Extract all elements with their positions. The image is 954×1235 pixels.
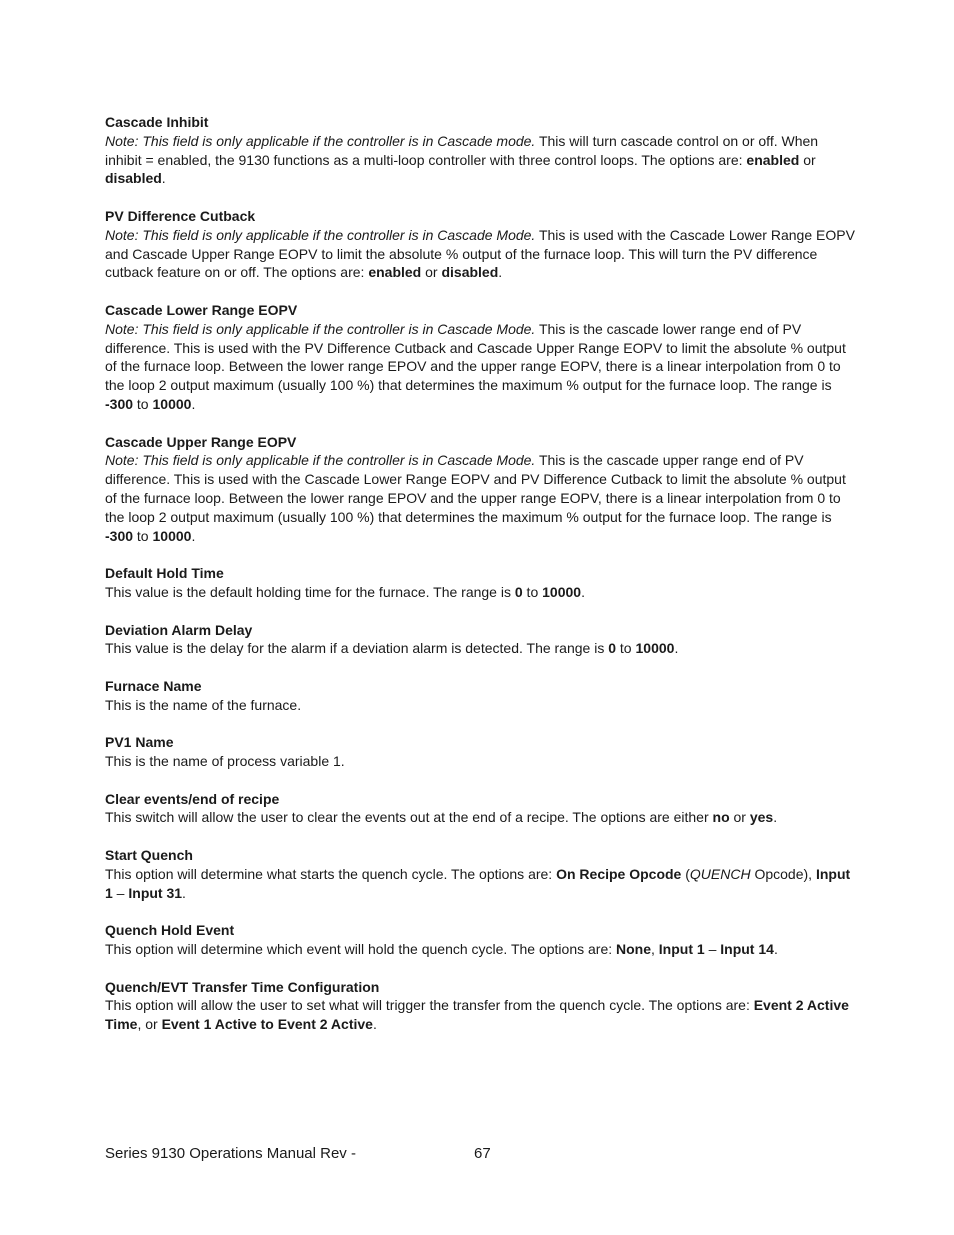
body-text: – [112,884,129,901]
body-text: to [522,583,543,600]
section-text [105,132,855,188]
body-text: This is the cascade upper range end of PV difference. This is used with the Cascade Lower Range EOPV and PV Difference Cutback to limit the absolute % output of the furnace loop. Between the lower range EPOV and the upper range EOPV, there is a linear interpolation from 0 to the loop 2 output maximum (usually 100 %) that determines the maximum % output for the furnace loop. The range is [105,452,846,525]
section-heading: Start Quench [105,847,193,864]
section-quench-hold-event [105,921,855,959]
section-text [105,320,855,414]
body-text: This value is the delay for the alarm if a deviation alarm is detected. The range is [105,640,609,657]
body-text: to [616,640,636,657]
section-furnace-name [105,677,855,715]
section-heading: Clear events/end of recipe [105,790,280,807]
option-value: 0 [608,640,617,657]
option-value: Input 1 [658,941,705,958]
body-text: , [651,941,659,958]
option-value: disabled [441,264,499,281]
section-heading: Quench/EVT Transfer Time Configuration [105,978,380,995]
section-cascade-inhibit [105,113,855,188]
body-text: . [498,264,503,281]
italic-text: QUENCH [689,865,751,882]
section-heading: Cascade Upper Range EOPV [105,433,297,450]
body-text: or [421,264,442,281]
section-heading: PV1 Name [105,734,174,751]
section-text: This is the name of the furnace. [105,696,302,713]
section-default-hold-time [105,564,855,602]
section-cascade-lower-range-eopv [105,301,855,414]
footer-title: Series 9130 Operations Manual Rev - [105,1145,356,1162]
section-text [105,808,855,827]
body-text: This value is the default holding time for the furnace. The range is [105,583,515,600]
body-text: This option will allow the user to set what will trigger the transfer from the quench cycle. The options are: [105,997,754,1014]
body-text: . [182,884,186,901]
section-text [105,865,855,903]
body-text: This is used with the Cascade Lower Range EOPV and Cascade Upper Range EOPV to limit the absolute % output of the furnace loop. This will turn the PV difference cutback feature on or off. The options are: [105,226,855,281]
section-heading: PV Difference Cutback [105,207,256,224]
body-text: , or [137,1016,162,1033]
option-value: -300 [105,395,134,412]
section-pv-difference-cutback [105,207,855,282]
option-value: 10000 [152,527,192,544]
option-value: Input 31 [128,884,183,901]
body-text: . [674,640,679,657]
body-text: This will turn cascade control on or off. When inhibit = enabled, the 9130 functions as a multi-loop controller with three control loops. The options are: [105,132,819,168]
section-text [105,451,855,545]
section-text: This is the name of process variable 1. [105,753,345,770]
body-text: . [773,941,778,958]
body-text: . [372,1016,377,1033]
body-text: This option will determine which event will hold the quench cycle. The options are: [105,941,617,958]
note-text: Note: This field is only applicable if the controller is in Cascade mode. [105,132,536,149]
section-heading: Default Hold Time [105,565,224,582]
page-number: 67 [474,1145,491,1162]
section-heading: Cascade Inhibit [105,114,209,130]
section-text [105,583,855,602]
body-text: or [799,151,816,168]
section-cascade-upper-range-eopv [105,433,855,546]
option-value: no [712,809,730,826]
option-value: Input 14 [720,941,774,958]
body-text: ( [681,865,690,882]
body-text: This switch will allow the user to clear the events out at the end of a recipe. The options are either [105,809,713,826]
option-value: -300 [105,527,134,544]
body-text: . [191,527,196,544]
option-value: 10000 [152,395,192,412]
note-text: Note: This field is only applicable if the controller is in Cascade Mode. [105,320,536,337]
option-value: None [616,941,652,958]
section-quench-evt-transfer [105,978,855,1034]
body-text: . [161,170,166,187]
body-text: . [191,395,196,412]
section-text [105,639,855,658]
option-value: On Recipe Opcode [556,865,682,882]
section-pv1-name [105,733,855,771]
note-text: Note: This field is only applicable if the controller is in Cascade Mode. [105,226,536,243]
option-value: disabled [105,170,162,187]
note-text: Note: This field is only applicable if the controller is in Cascade Mode. [105,452,536,469]
section-text [105,940,855,959]
option-value: Input 1 [105,865,851,901]
section-heading: Cascade Lower Range EOPV [105,301,298,318]
section-deviation-alarm-delay [105,621,855,659]
body-text: Opcode), [750,865,816,882]
section-heading: Deviation Alarm Delay [105,621,253,638]
option-value: Event 2 Active Time [105,997,849,1033]
body-text: to [133,395,153,412]
section-heading: Quench Hold Event [105,922,235,939]
option-value: enabled [746,151,800,168]
section-heading: Furnace Name [105,677,202,694]
option-value: yes [749,809,774,826]
option-value: 0 [514,583,523,600]
body-text: . [773,809,778,826]
body-text: or [729,809,750,826]
section-clear-events [105,790,855,828]
section-text [105,226,855,282]
body-text: – [704,941,721,958]
section-text [105,996,855,1034]
body-text: . [581,583,585,600]
body-text: This option will determine what starts the quench cycle. The options are: [105,865,557,882]
document-body [105,113,855,1053]
option-value: enabled [368,264,422,281]
option-value: 10000 [542,583,582,600]
section-start-quench [105,846,855,902]
body-text: to [133,527,153,544]
option-value: Event 1 Active to Event 2 Active [161,1016,373,1033]
option-value: 10000 [635,640,675,657]
body-text: This is the cascade lower range end of PV difference. This is used with the PV Difference Cutback and Cascade Upper Range EOPV to limit the absolute % output of the furnace loop. Between the lower range EPOV and the upper range EOPV, there is a linear interpolation from 0 to the loop 2 output maximum (usually 100 %) that determines the maximum % output for the furnace loop. The range is [105,320,846,394]
